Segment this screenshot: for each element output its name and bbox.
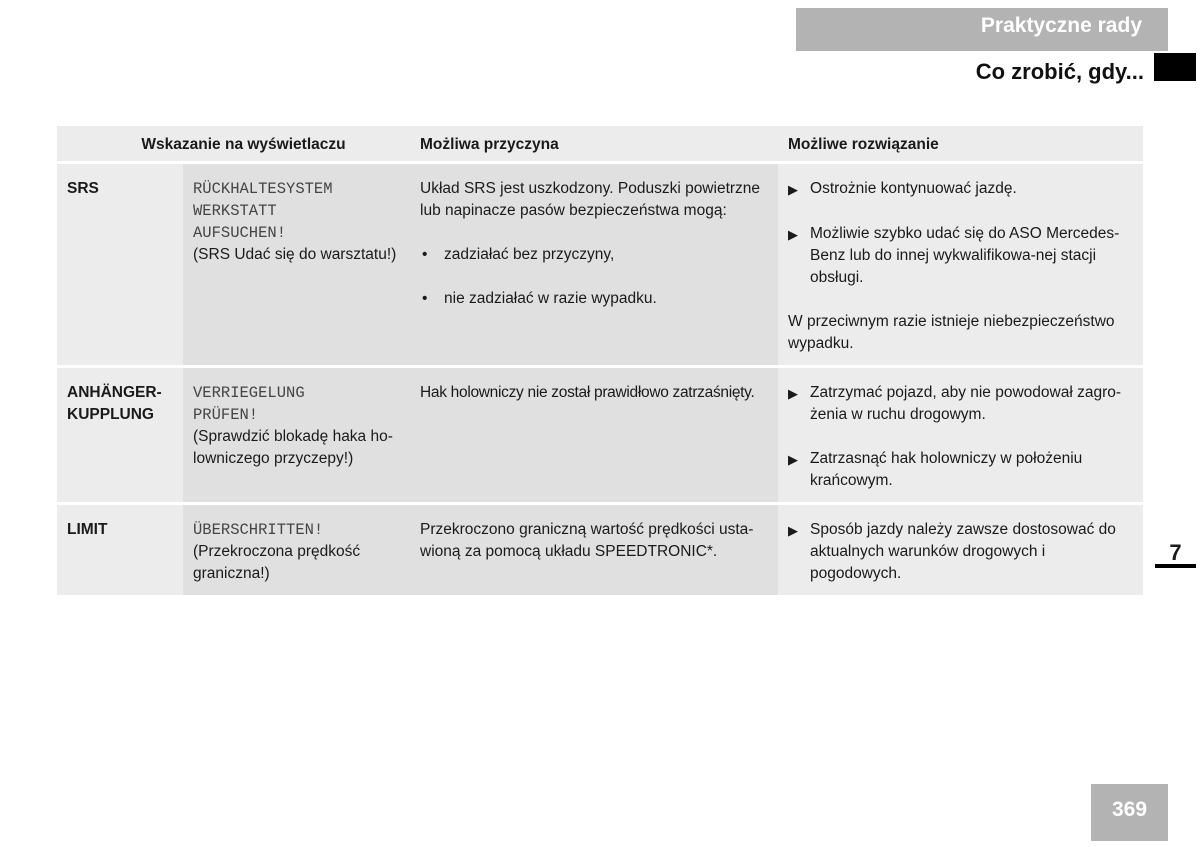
table-header-row xyxy=(57,126,1143,163)
cause-cell xyxy=(410,163,778,367)
display-message-line: ÜBERSCHRITTEN! xyxy=(193,521,324,539)
indicator-cell xyxy=(57,367,183,504)
solution-step xyxy=(788,178,1133,201)
display-cell xyxy=(183,163,410,367)
list-item-text: zadziałać bez przyczyny, xyxy=(444,246,615,263)
display-message-line: PRÜFEN! xyxy=(193,406,259,424)
indicator-label: ANHÄNGER- xyxy=(67,384,162,401)
solution-cell xyxy=(778,367,1143,504)
cause-cell xyxy=(410,504,778,596)
display-message-line: RÜCKHALTESYSTEM xyxy=(193,180,333,198)
solution-step xyxy=(788,519,1133,585)
display-cell xyxy=(183,504,410,596)
column-header-solution: Możliwe rozwiązanie xyxy=(778,126,1143,163)
page-subtitle: Co zrobić, gdy... xyxy=(975,59,1144,84)
solution-text: Zatrzasnąć hak holowniczy w położeniu krańcowym. xyxy=(810,450,1083,489)
indicator-cell xyxy=(57,163,183,367)
page-number: 369 xyxy=(1091,784,1168,841)
indicator-label: LIMIT xyxy=(67,521,108,538)
indicator-label: SRS xyxy=(67,180,99,197)
list-item xyxy=(420,288,768,310)
display-message-line: AUFSUCHEN! xyxy=(193,224,287,242)
display-translation: (Przekroczona prędkość graniczna!) xyxy=(193,543,361,582)
list-item xyxy=(420,244,768,266)
solution-text: Ostrożnie kontynuować jazdę. xyxy=(810,180,1017,197)
bullet-dot: • xyxy=(422,290,428,307)
table-row xyxy=(57,504,1143,596)
cause-text: Układ SRS jest uszkodzony. Poduszki powietrzne lub napinacze pasów bezpieczeństwa mogą: xyxy=(420,180,761,219)
solution-step xyxy=(788,223,1133,289)
display-message-line: VERRIEGELUNG xyxy=(193,384,305,402)
triangle-right-icon: ▶ xyxy=(788,452,799,467)
solution-text: Zatrzymać pojazd, aby nie powodował zagro-żenia w ruchu drogowym. xyxy=(810,384,1122,423)
table-row xyxy=(57,367,1143,504)
triangle-right-icon: ▶ xyxy=(788,227,799,242)
solution-cell xyxy=(778,163,1143,367)
indicator-label: KUPPLUNG xyxy=(67,406,154,423)
triangle-right-icon: ▶ xyxy=(788,182,799,197)
solution-text: Możliwie szybko udać się do ASO Mercedes-Benz lub do innej wykwalifikowa-nej stacji obsługi. xyxy=(810,225,1120,286)
display-cell xyxy=(183,367,410,504)
cause-cell xyxy=(410,367,778,504)
solution-step xyxy=(788,382,1133,426)
cause-text: Przekroczono graniczną wartość prędkości usta-wioną za pomocą układu SPEEDTRONIC*. xyxy=(420,521,754,560)
solution-text: Sposób jazdy należy zawsze dostosować do aktualnych warunków drogowych i pogodowych. xyxy=(810,521,1116,582)
chapter-tab: 7 xyxy=(1155,538,1196,568)
section-title: Praktyczne rady xyxy=(796,8,1168,51)
indicator-cell xyxy=(57,504,183,596)
triangle-right-icon: ▶ xyxy=(788,523,799,538)
solution-step xyxy=(788,448,1133,492)
list-item-text: nie zadziałać w razie wypadku. xyxy=(444,290,657,307)
display-translation: (SRS Udać się do warsztatu!) xyxy=(193,246,397,263)
display-message-line: WERKSTATT xyxy=(193,202,277,220)
column-header-cause: Możliwa przyczyna xyxy=(410,126,778,163)
triangle-right-icon: ▶ xyxy=(788,386,799,401)
column-header-display: Wskazanie na wyświetlaczu xyxy=(57,126,410,163)
display-translation: (Sprawdzić blokadę haka ho-lowniczego przyczepy!) xyxy=(193,428,393,467)
bullet-dot: • xyxy=(422,246,428,263)
solution-note: W przeciwnym razie istnieje niebezpieczeństwo wypadku. xyxy=(788,313,1115,352)
cause-text: Hak holowniczy nie został prawidłowo zatrzaśnięty. xyxy=(420,384,755,401)
table-row xyxy=(57,163,1143,367)
message-table xyxy=(57,126,1143,595)
solution-cell xyxy=(778,504,1143,596)
section-marker xyxy=(1154,53,1196,81)
